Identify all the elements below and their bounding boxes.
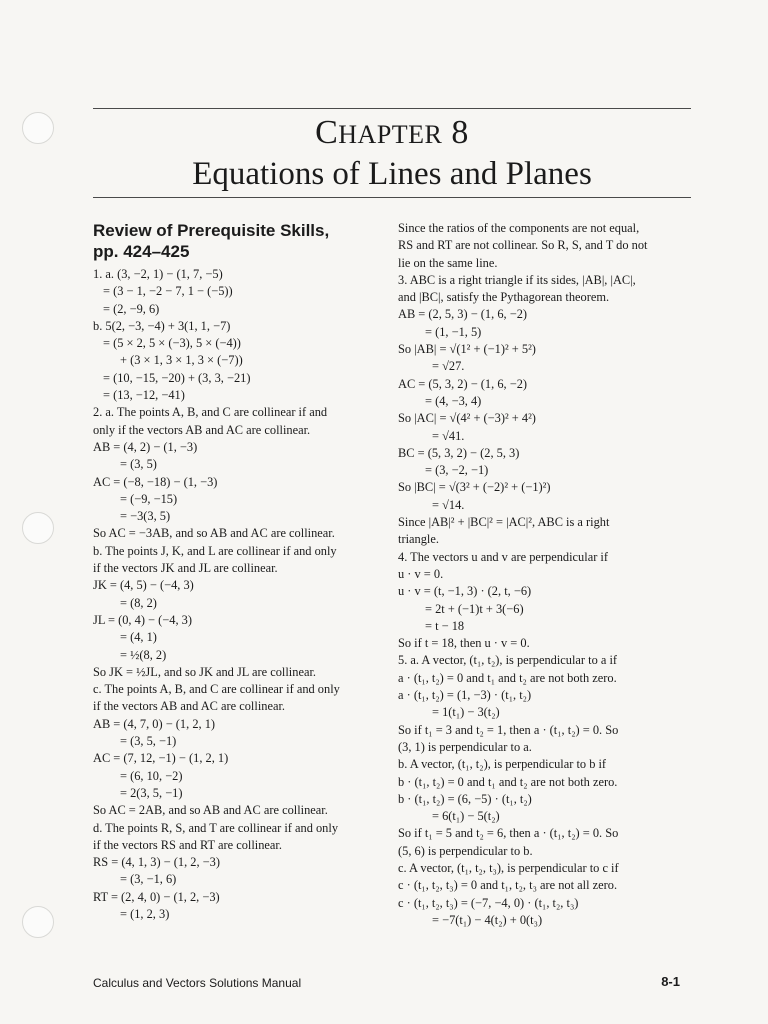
section-heading-line1: Review of Prerequisite Skills, (93, 221, 330, 240)
solution-line: AB = (2, 5, 3) − (1, 6, −2) (398, 307, 528, 322)
solution-line: if the vectors JK and JL are collinear. (93, 561, 278, 576)
left-column-body (93, 266, 393, 923)
solution-line: = −7(t₁) − 4(t₂) + 0(t₃) (432, 912, 543, 927)
solution-line: 4. The vectors u and v are perpendicular if (398, 549, 608, 564)
chapter-number: 8 (451, 114, 469, 151)
solution-line: d. The points R, S, and T are collinear if and only (93, 820, 339, 835)
solution-line: So AC = −3AB, and so AB and AC are collinear. (93, 526, 335, 541)
solution-line: and |BC|, satisfy the Pythagorean theorem. (398, 290, 610, 305)
solution-line: u · v = (t, −1, 3) · (2, t, −6) (398, 584, 532, 599)
solution-line: = (3, 5) (120, 457, 157, 472)
solution-line: = 2(3, 5, −1) (120, 785, 183, 800)
solution-line: = (13, −12, −41) (103, 388, 185, 403)
solution-line: JK = (4, 5) − (−4, 3) (93, 578, 194, 593)
solution-line: Since the ratios of the components are not equal, (398, 221, 640, 235)
footer-page-number: 8-1 (661, 974, 680, 989)
solution-line: = (1, −1, 5) (425, 324, 482, 339)
solution-line: = (3, −2, −1) (425, 463, 489, 478)
solution-line: AB = (4, 7, 0) − (1, 2, 1) (93, 716, 216, 731)
solution-line: c · (t₁, t₂, t₃) = 0 and t₁, t₂, t₃ are not all zero. (398, 878, 618, 893)
solution-line: RS = (4, 1, 3) − (1, 2, −3) (93, 855, 220, 870)
footer-book-title: Calculus and Vectors Solutions Manual (93, 976, 302, 990)
solution-line: BC = (5, 3, 2) − (2, 5, 3) (398, 445, 520, 460)
solution-line: = 6(t₁) − 5(t₂) (432, 809, 500, 824)
solution-line: c. The points A, B, and C are collinear if and only (93, 682, 340, 697)
solution-line: = (6, 10, −2) (120, 768, 183, 783)
solution-line: a · (t₁, t₂) = 0 and t₁ and t₂ are not both zero. (398, 670, 617, 685)
solution-line: = (8, 2) (120, 595, 157, 610)
left-column (93, 220, 393, 923)
top-rule (93, 108, 691, 109)
solution-line: = (3 − 1, −2 − 7, 1 − (−5)) (103, 284, 233, 299)
solution-line: if the vectors AB and AC are collinear. (93, 699, 285, 714)
right-column (398, 220, 698, 929)
solution-line: Since |AB|² + |BC|² = |AC|², ABC is a right (398, 515, 610, 530)
solution-line: b · (t₁, t₂) = (6, −5) · (t₁, t₂) (398, 791, 532, 806)
solution-line: 2. a. The points A, B, and C are collinear if and (93, 405, 328, 420)
right-column-body (398, 220, 698, 929)
solution-line: (3, 1) is perpendicular to a. (398, 739, 532, 754)
solution-line: = √14. (432, 497, 465, 512)
solution-line: = (−9, −15) (120, 491, 178, 506)
solution-line: u · v = 0. (398, 566, 444, 581)
solution-line: = (4, 1) (120, 630, 157, 645)
solution-line: 1. a. (3, −2, 1) − (1, 7, −5) (93, 267, 223, 281)
solution-line: = (3, −1, 6) (120, 872, 177, 887)
solution-line: = (3, 5, −1) (120, 734, 177, 749)
solution-line: c. A vector, (t₁, t₂, t₃), is perpendicular to c if (398, 860, 619, 875)
solution-line: = −3(3, 5) (120, 509, 171, 524)
solution-line: b. The points J, K, and L are collinear if and only (93, 543, 337, 558)
solution-line: = t − 18 (425, 618, 465, 633)
solution-line: b · (t₁, t₂) = 0 and t₁ and t₂ are not both zero. (398, 774, 618, 789)
solution-line: a · (t₁, t₂) = (1, −3) · (t₁, t₂) (398, 688, 532, 703)
solution-line: So |AC| = √(4² + (−3)² + 4²) (398, 411, 536, 426)
solution-line: JL = (0, 4) − (−4, 3) (93, 612, 192, 627)
chapter-initial: C (315, 114, 339, 151)
section-heading (93, 220, 393, 262)
solution-line: = (1, 2, 3) (120, 906, 170, 921)
binder-hole-middle (22, 512, 54, 544)
binder-hole-top (22, 112, 54, 144)
solution-line: = ½(8, 2) (120, 647, 167, 662)
chapter-label (93, 114, 691, 152)
solution-line: if the vectors RS and RT are collinear. (93, 837, 282, 852)
chapter-word: HAPTER (338, 120, 443, 149)
solution-line: So |AB| = √(1² + (−1)² + 5²) (398, 342, 536, 357)
solution-line: RT = (2, 4, 0) − (1, 2, −3) (93, 889, 220, 904)
solution-line: b. A vector, (t₁, t₂), is perpendicular to b if (398, 757, 607, 772)
section-heading-line2: pp. 424–425 (93, 242, 190, 261)
solution-line: AC = (7, 12, −1) − (1, 2, 1) (93, 751, 229, 766)
solution-line: RS and RT are not collinear. So R, S, and T do not (398, 238, 648, 253)
solution-line: = √27. (432, 359, 465, 374)
solution-line: AB = (4, 2) − (1, −3) (93, 439, 198, 454)
solution-line: (5, 6) is perpendicular to b. (398, 843, 533, 858)
solution-line: b. 5(2, −3, −4) + 3(1, 1, −7) (93, 318, 231, 333)
solution-line: c · (t₁, t₂, t₃) = (−7, −4, 0) · (t₁, t₂, t₃) (398, 895, 579, 910)
solution-line: So AC = 2AB, and so AB and AC are collinear. (93, 803, 328, 818)
title-rule (93, 197, 691, 198)
solution-line: only if the vectors AB and AC are collinear. (93, 422, 311, 437)
solution-line: = 2t + (−1)t + 3(−6) (425, 601, 524, 616)
solution-line: So JK = ½JL, and so JK and JL are collinear. (93, 664, 316, 679)
solution-line: = √41. (432, 428, 465, 443)
solution-line: AC = (5, 3, 2) − (1, 6, −2) (398, 376, 528, 391)
solution-line: triangle. (398, 532, 439, 547)
solution-line: = (2, −9, 6) (103, 301, 160, 316)
solution-line: So if t = 18, then u · v = 0. (398, 636, 530, 651)
solution-line: So if t₁ = 5 and t₂ = 6, then a · (t₁, t₂) = 0. So (398, 826, 619, 841)
binder-hole-bottom (22, 906, 54, 938)
solution-line: So if t₁ = 3 and t₂ = 1, then a · (t₁, t₂) = 0. So (398, 722, 619, 737)
solution-line: = (10, −15, −20) + (3, 3, −21) (103, 370, 251, 385)
solution-line: 3. ABC is a right triangle if its sides, |AB|, |AC|, (398, 272, 636, 287)
solution-line: = 1(t₁) − 3(t₂) (432, 705, 500, 720)
solution-line: lie on the same line. (398, 255, 498, 270)
solution-line: 5. a. A vector, (t₁, t₂), is perpendicular to a if (398, 653, 618, 668)
chapter-title: Equations of Lines and Planes (192, 156, 592, 192)
solution-line: + (3 × 1, 3 × 1, 3 × (−7)) (120, 353, 243, 368)
solution-line: = (4, −3, 4) (425, 393, 482, 408)
solution-line: = (5 × 2, 5 × (−3), 5 × (−4)) (103, 336, 241, 351)
solution-line: So |BC| = √(3² + (−2)² + (−1)²) (398, 480, 551, 495)
solution-line: AC = (−8, −18) − (1, −3) (93, 474, 218, 489)
